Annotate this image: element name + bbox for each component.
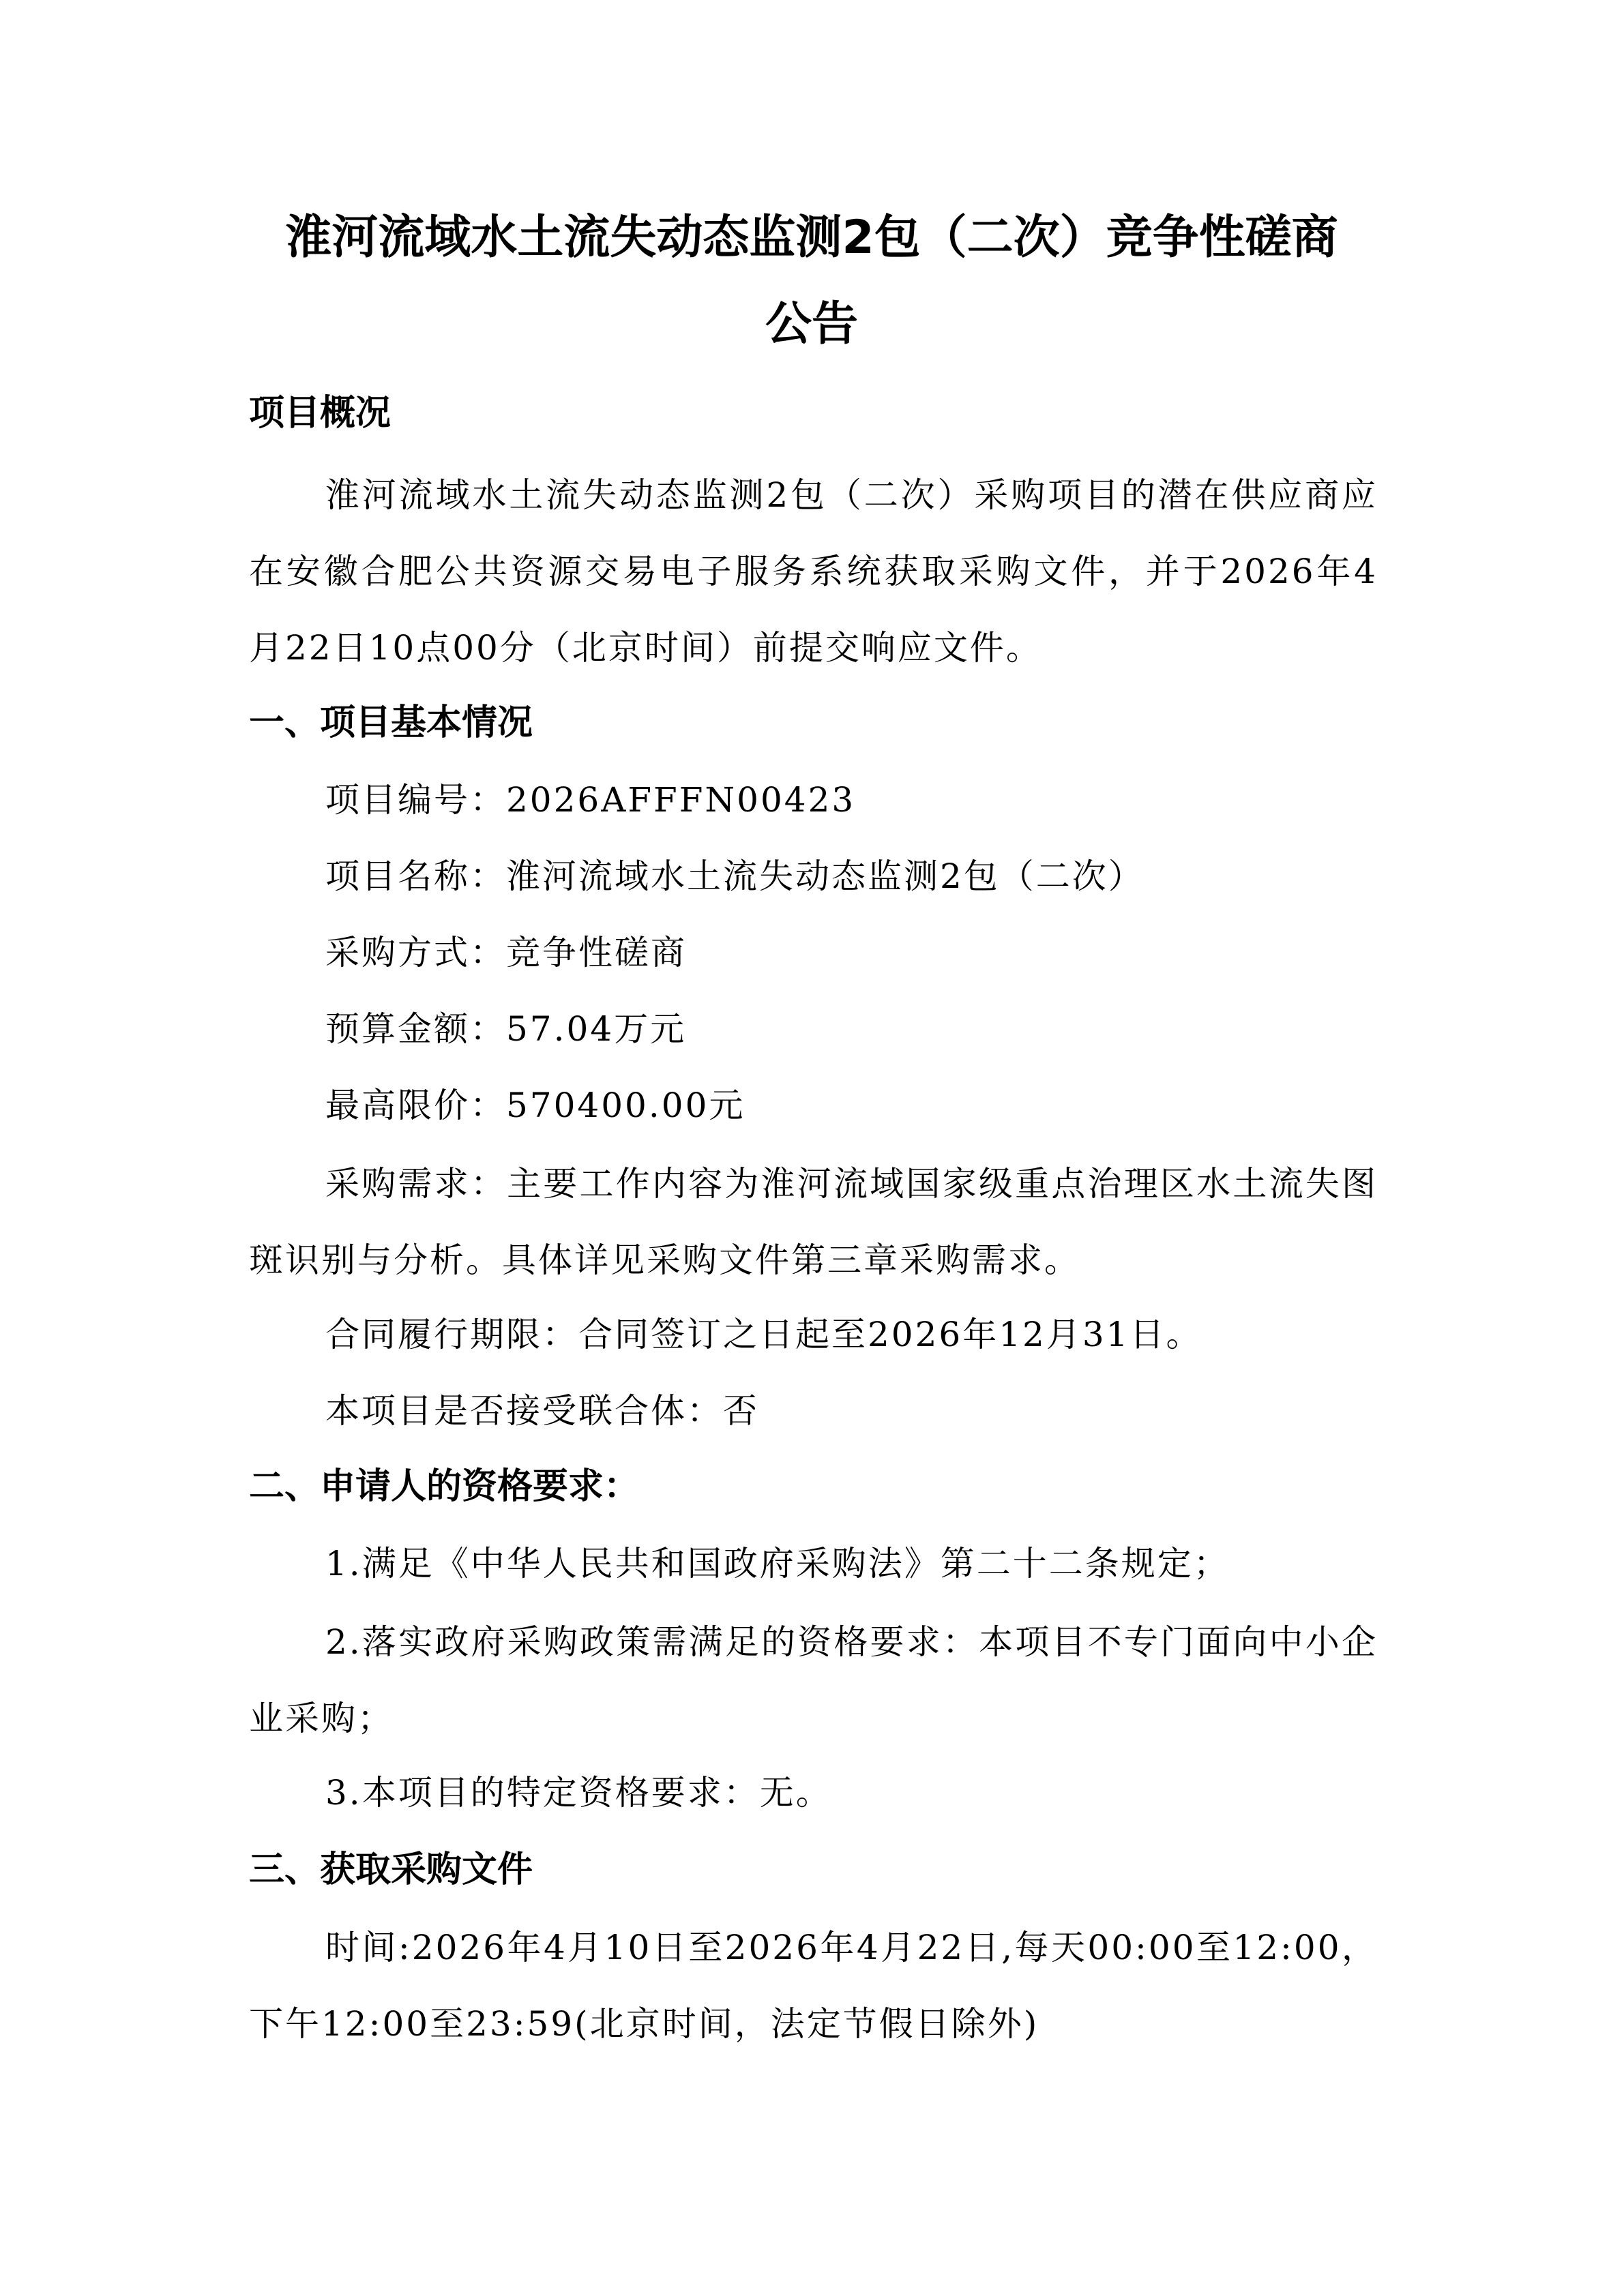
- qualification-item-3: 3.本项目的特定资格要求：无。: [325, 1773, 832, 1813]
- procurement-method: 采购方式：竞争性磋商: [325, 933, 687, 972]
- max-price: 最高限价：570400.00元: [325, 1086, 745, 1125]
- consortium-acceptance: 本项目是否接受联合体：否: [325, 1391, 759, 1431]
- project-number: 项目编号：2026AFFFN00423: [325, 780, 856, 820]
- document-acquisition-time: 时间:2026年4月10日至2026年4月22日,每天00:00至12:00，下午12:00至23:59(北京时间，法定节假日除外): [249, 1928, 1378, 2044]
- document-title-line1: 淮河流域水土流失动态监测2包（二次）竞争性磋商: [285, 211, 1338, 265]
- budget-amount: 预算金额：57.04万元: [325, 1009, 687, 1049]
- section1-heading: 一、项目基本情况: [249, 702, 533, 743]
- qualification-item-2: 2.落实政府采购政策需满足的资格要求：本项目不专门面向中小企业采购；: [249, 1622, 1378, 1738]
- document-title-line2: 公告: [765, 297, 858, 351]
- procurement-requirement: 采购需求：主要工作内容为淮河流域国家级重点治理区水土流失图斑识别与分析。具体详见采购文件第三章采购需求。: [249, 1164, 1378, 1280]
- project-name: 项目名称：淮河流域水土流失动态监测2包（二次）: [325, 856, 1145, 896]
- overview-paragraph: 淮河流域水土流失动态监测2包（二次）采购项目的潜在供应商应在安徽合肥公共资源交易电子服务系统获取采购文件，并于2026年4月22日10点00分（北京时间）前提交响应文件。: [249, 475, 1378, 668]
- overview-heading: 项目概况: [249, 393, 392, 434]
- qualification-item-1: 1.满足《中华人民共和国政府采购法》第二十二条规定；: [325, 1544, 1230, 1583]
- section3-heading: 三、获取采购文件: [249, 1849, 533, 1890]
- contract-period: 合同履行期限：合同签订之日起至2026年12月31日。: [325, 1315, 1202, 1354]
- section2-heading: 二、申请人的资格要求：: [249, 1466, 640, 1507]
